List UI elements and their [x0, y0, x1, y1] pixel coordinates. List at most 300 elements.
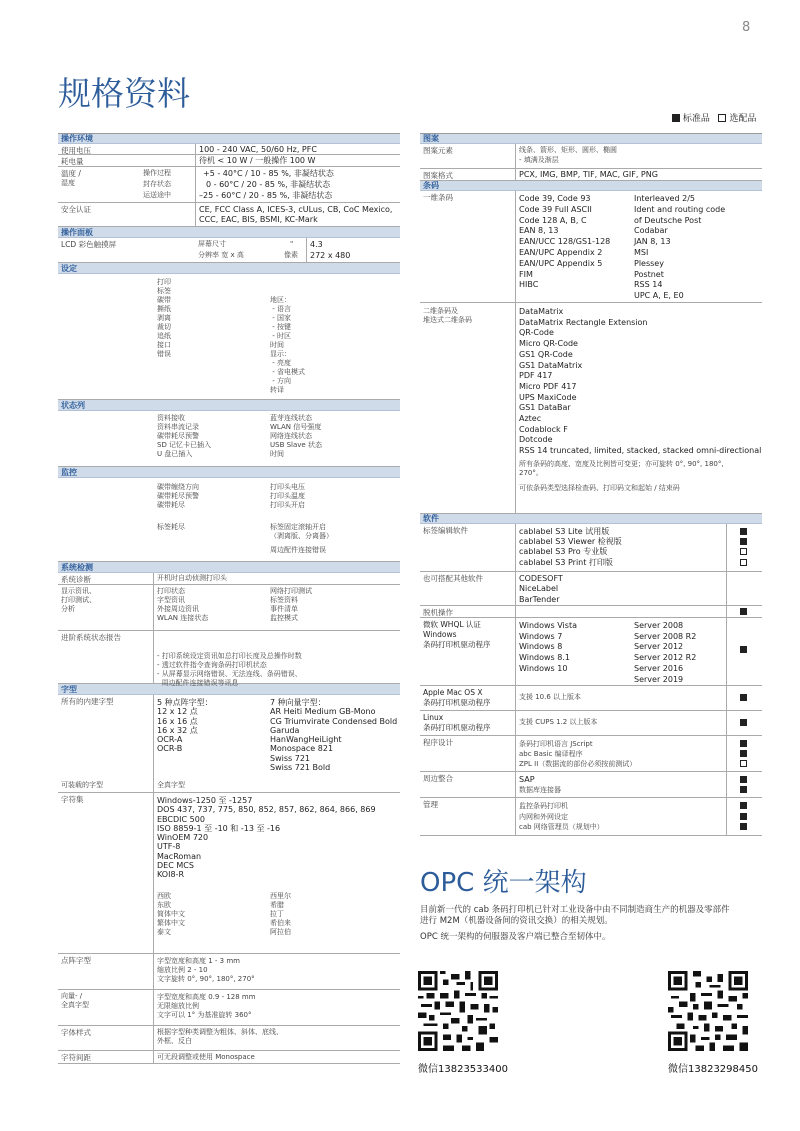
- item: 外框、反白: [157, 1037, 192, 1045]
- item: 周边配件连接错误: [270, 546, 326, 554]
- item: DataMatrix: [519, 307, 564, 316]
- item: Monospace 821: [270, 744, 334, 754]
- optional-mark-icon: [740, 760, 747, 767]
- vectorfont-list: [157, 993, 256, 1020]
- item: BarTender: [519, 594, 560, 604]
- item: 希伯来: [270, 919, 291, 927]
- row-other-software: [420, 572, 762, 606]
- label: 耗电量: [61, 157, 84, 166]
- item: AR Heiti Medium GB-Mono: [270, 707, 376, 717]
- item: cablabel S3 Print 打印版: [519, 557, 613, 567]
- label: 条码打印机驱动程序: [423, 723, 491, 732]
- row-bitmap-font: [58, 954, 400, 990]
- item: Swiss 721: [270, 753, 310, 763]
- label: 周边整合: [423, 774, 453, 783]
- info-col1: [157, 587, 208, 623]
- barcode-notes: [519, 460, 724, 493]
- label: 字符集: [61, 795, 84, 804]
- item: CODESOFT: [519, 574, 563, 583]
- item: OCR-B: [157, 744, 183, 754]
- item: HanWangHeiLight: [270, 735, 342, 745]
- value: 全真字型: [157, 781, 185, 789]
- item: GS1 QR-Code: [519, 349, 573, 359]
- section-monitor: 监控: [58, 467, 400, 478]
- item: SAP: [519, 775, 535, 784]
- item: of Deutsche Post: [634, 215, 702, 225]
- item: cablabel S3 Viewer 检视版: [519, 537, 622, 547]
- mgmt-list: [519, 801, 604, 833]
- legend: [672, 111, 756, 124]
- item: Dotcode: [519, 435, 553, 445]
- label: 脱机操作: [423, 608, 453, 617]
- win-col1: [519, 621, 577, 675]
- item: 打印头开启: [270, 501, 305, 509]
- item: 时间: [270, 341, 284, 349]
- label: 操作过程: [143, 169, 171, 177]
- item: 资料串流记录: [157, 423, 199, 431]
- item: 追纸: [157, 332, 171, 340]
- row-spacing: [58, 1051, 400, 1064]
- item: Windows Vista: [519, 621, 577, 630]
- item: - 亮度: [270, 359, 291, 367]
- left-spec-table: [58, 133, 400, 1064]
- item: 希腊: [270, 901, 284, 909]
- label: 安全认证: [61, 205, 91, 214]
- charset-list: [157, 796, 376, 880]
- label: 条码打印机驱动程序: [423, 698, 491, 707]
- row-windows-drivers: [420, 618, 762, 686]
- item: 碳带: [157, 296, 171, 304]
- item: Aztec: [519, 414, 542, 424]
- item: GS1 DataMatrix: [519, 360, 583, 370]
- item: 西欧: [157, 892, 171, 900]
- item: Swiss 721 Bold: [270, 763, 331, 773]
- item: 资料接收: [157, 414, 185, 422]
- value: - 填满及渐层: [519, 156, 559, 164]
- label: 显示资讯、: [61, 587, 96, 595]
- optional-mark-icon: [740, 548, 747, 555]
- label: 字符间距: [61, 1053, 91, 1062]
- item: 周边配件连接错误等讯息: [157, 679, 239, 687]
- item: 16 x 32 点: [157, 725, 198, 735]
- label: 使用电压: [61, 146, 91, 155]
- standard-mark-icon: [740, 786, 747, 793]
- value: 4.3: [310, 240, 323, 249]
- item: 碳带耗尽预警: [157, 432, 199, 440]
- page-title: 规格资料: [58, 74, 190, 113]
- row-temperature: [58, 167, 400, 203]
- item: Server 2019: [634, 674, 684, 684]
- item: 根据字型种类调整为粗体、斜体、底线、: [157, 1028, 283, 1036]
- value: PCX, IMG, BMP, TIF, MAC, GIF, PNG: [519, 170, 658, 179]
- section-fonts: 字型: [58, 684, 400, 695]
- item: Micro QR-Code: [519, 339, 578, 349]
- row-linux-driver: [420, 711, 762, 736]
- item: 数据库连接器: [519, 785, 561, 794]
- whql-label: [423, 620, 491, 650]
- item: RSS 14: [634, 280, 663, 290]
- item: - 打印系统设定资讯如总打印长度及总操作时数: [157, 652, 302, 660]
- item: 碳带耗尽: [157, 501, 185, 509]
- item: EAN/UCC 128/GS1-128: [519, 237, 611, 247]
- item: U 盘已插入: [157, 450, 193, 458]
- label: 运送途中: [143, 191, 171, 199]
- vectorfont-label: [61, 992, 89, 1010]
- item: Plessey: [634, 258, 664, 268]
- win-col2: [634, 621, 696, 685]
- item: Postnet: [634, 269, 664, 279]
- row-advanced-report: [58, 631, 400, 687]
- integ-list: [519, 775, 561, 795]
- lang-col1: [157, 892, 185, 937]
- label: 分析: [61, 605, 75, 613]
- lang-col2: [270, 892, 291, 937]
- standard-square-icon: [672, 114, 680, 122]
- label: 封存状态: [143, 180, 171, 188]
- item: 时间: [270, 450, 284, 458]
- item: Code 39 Full ASCII: [519, 204, 592, 214]
- note: 270°。: [519, 469, 543, 477]
- monitor-col2b: [270, 523, 333, 555]
- item: - 省电模式: [270, 368, 305, 376]
- item: cab 网络管理员（规划中）: [519, 823, 604, 831]
- item: SD 记忆卡已插入: [157, 441, 212, 449]
- item: Windows 8.1: [519, 653, 570, 663]
- item: Codabar: [634, 226, 668, 236]
- status-col1: [157, 414, 211, 459]
- item: EAN/UPC Appendix 5: [519, 258, 603, 268]
- item: cablabel S3 Lite 试用版: [519, 527, 610, 536]
- item: 条码打印机语言 JScript: [519, 740, 593, 748]
- label: Apple Mac OS X: [423, 688, 483, 697]
- item: 打印: [157, 278, 171, 286]
- row-power: [58, 155, 400, 167]
- label: 分辨率 宽 x 高: [198, 251, 244, 259]
- standard-mark-icon: [740, 776, 747, 783]
- row-lcd: [58, 238, 400, 263]
- value: 可无段调整或使用 Monospace: [157, 1053, 255, 1061]
- item: 蓝芽连线状态: [270, 414, 312, 422]
- item: Server 2012 R2: [634, 653, 697, 663]
- unit: 像素: [284, 251, 298, 259]
- label: 点阵字型: [61, 956, 91, 965]
- item: JAN 8, 13: [634, 237, 671, 247]
- item: 转译: [270, 386, 284, 394]
- label: 系统诊断: [61, 575, 91, 584]
- item: - 从屏幕显示网络错误、无法连线、条码错误、: [157, 670, 302, 678]
- standard-mark-icon: [740, 813, 747, 820]
- standard-mark-icon: [740, 719, 747, 726]
- legend-standard: 标准品: [682, 114, 710, 124]
- item: 字型宽度和高度 1 - 3 mm: [157, 957, 240, 965]
- item: 事件清单: [270, 605, 298, 613]
- row-charset: [58, 793, 400, 954]
- item: WLAN 信号强度: [270, 423, 322, 431]
- item: 监控模式: [270, 614, 298, 622]
- twod-list: [519, 307, 761, 457]
- item: DataMatrix Rectangle Extension: [519, 317, 648, 327]
- item: 网络打印测试: [270, 587, 312, 595]
- item: GS1 DataBar: [519, 403, 571, 413]
- integ-marks: [740, 776, 747, 796]
- item: 拉丁: [270, 910, 284, 918]
- item: Code 128 A, B, C: [519, 215, 587, 225]
- value: 100 - 240 VAC, 50/60 Hz, PFC: [199, 145, 317, 154]
- standard-mark-icon: [740, 528, 747, 535]
- item: - 语言: [270, 305, 291, 313]
- label: 图案格式: [423, 171, 453, 180]
- item: cablabel S3 Pro 专业版: [519, 547, 608, 557]
- item: EAN 8, 13: [519, 226, 559, 236]
- paragraph: 进行 M2M（机器设备间的资讯交换）的相关规划。: [420, 916, 613, 926]
- value: 支援 CUPS 1.2 以上版本: [519, 718, 598, 726]
- item: 打印头温度: [270, 492, 305, 500]
- value: 开机时自动侦测打印头: [157, 574, 227, 582]
- mac-label: [423, 688, 491, 708]
- qr-code-wechat-2: [668, 968, 748, 1054]
- item: Server 2008 R2: [634, 631, 697, 641]
- label: 标签编辑软件: [423, 526, 468, 535]
- item: 碳带缠绕方向: [157, 483, 199, 491]
- twod-label: [423, 307, 472, 325]
- label: 管理: [423, 800, 438, 809]
- section-status: 状态列: [58, 400, 400, 411]
- standard-mark-icon: [740, 646, 747, 653]
- linear-col2: [634, 194, 725, 302]
- item: 外接周边资讯: [157, 605, 199, 613]
- row-mac-driver: [420, 686, 762, 711]
- status-col2: [270, 414, 322, 459]
- item: NiceLabel: [519, 584, 559, 594]
- prog-list: [519, 739, 636, 769]
- right-spec-table: [420, 133, 762, 836]
- standard-mark-icon: [740, 823, 747, 830]
- row-offline: [420, 606, 762, 618]
- note: 所有条码的高度、宽度及比例皆可变更；亦可旋转 0°, 90°, 180°,: [519, 460, 724, 468]
- item: MSI: [634, 247, 649, 257]
- value: 线条、箭形、矩形、圆形、椭圆: [519, 146, 617, 154]
- item: USB Slave 状态: [270, 441, 322, 449]
- item: 字型宽度和高度 0.9 - 128 mm: [157, 993, 256, 1001]
- label: 全真字型: [61, 1001, 89, 1009]
- item: 字型资讯: [157, 596, 185, 604]
- label: Windows: [423, 630, 457, 639]
- item: 碳带耗尽预警: [157, 492, 199, 500]
- opc-title: OPC 统一架构: [420, 868, 587, 898]
- vector-list: [270, 698, 397, 772]
- item: PDF 417: [519, 371, 553, 381]
- section-env: 操作环境: [58, 134, 400, 144]
- item: 打印头电压: [270, 483, 305, 491]
- row-vector-font: [58, 990, 400, 1026]
- item: UPC A, E, E0: [634, 291, 684, 301]
- bitmapfont-list: [157, 957, 255, 984]
- label: Linux: [423, 713, 444, 722]
- label: 进阶系统状态报告: [61, 633, 121, 642]
- row-graphic-elements: [420, 144, 762, 169]
- item: 标签耗尽: [157, 523, 185, 531]
- value: +5 - 40°C / 10 - 85 %, 非凝结状态: [203, 169, 334, 178]
- item: 东欧: [157, 901, 171, 909]
- item: Server 2008: [634, 621, 684, 630]
- row-management: [420, 798, 762, 836]
- label: 图案元素: [423, 146, 453, 155]
- compat-list: [519, 574, 563, 605]
- value: 0 - 60°C / 20 - 85 %, 非凝结状态: [206, 180, 331, 189]
- item: 标签: [157, 287, 171, 295]
- item: DOS 437, 737, 775, 850, 852, 857, 862, 864, 866, 869: [157, 805, 376, 815]
- bitmap-list: [157, 698, 213, 754]
- linux-label: [423, 713, 491, 733]
- label: 所有的内建字型: [61, 697, 114, 706]
- section-sysdiag: 系统检测: [58, 562, 400, 573]
- label: 也可搭配其他软件: [423, 574, 483, 583]
- row-voltage: [58, 144, 400, 155]
- item: 阿拉伯: [270, 928, 291, 936]
- item: - 时区: [270, 332, 291, 340]
- qr-caption-1: 微信13823533400: [418, 1064, 508, 1075]
- design-list: [519, 527, 622, 568]
- qr-code-wechat-1: [418, 968, 498, 1054]
- item: 繁体中文: [157, 919, 185, 927]
- mgmt-marks: [740, 802, 747, 834]
- design-marks: [740, 528, 747, 569]
- item: Windows-1250 至 -1257: [157, 796, 253, 805]
- label: 微软 WHQL 认证: [423, 620, 481, 629]
- row-programming: [420, 736, 762, 772]
- monitor-col2: [270, 483, 305, 510]
- label: 一维条码: [423, 193, 453, 202]
- item: Windows 10: [519, 663, 568, 673]
- item: - 方向: [270, 377, 291, 385]
- item: Micro PDF 417: [519, 381, 577, 391]
- item: - 国家: [270, 314, 291, 322]
- legend-optional: 选配品: [729, 114, 757, 124]
- label: 湿度: [61, 179, 75, 187]
- item: 剥离: [157, 314, 171, 322]
- item: Ident and routing code: [634, 204, 726, 214]
- item: FIM: [519, 269, 533, 279]
- item: Windows 7: [519, 631, 563, 641]
- style-list: [157, 1028, 283, 1046]
- item: OCR-A: [157, 735, 183, 745]
- item: 西里尔: [270, 892, 291, 900]
- label: 打印测试、: [61, 596, 96, 604]
- item: Windows 8: [519, 642, 563, 652]
- label: 向量- /: [61, 992, 83, 1000]
- item: 撕纸: [157, 305, 171, 313]
- item: 无限缩放比例: [157, 1002, 199, 1010]
- info-col2: [270, 587, 312, 623]
- label: 程序设计: [423, 738, 453, 747]
- value: CE, FCC Class A, ICES-3, cULus, CB, CoC Mexico,: [199, 205, 393, 214]
- label: LCD 彩色触摸屏: [61, 240, 117, 249]
- value: 待机 < 10 W / 一般操作 100 W: [199, 156, 316, 165]
- qr-caption-2: 微信13823298450: [668, 1064, 758, 1075]
- item: 简体中文: [157, 910, 185, 918]
- item: CG Triumvirate Condensed Bold: [270, 716, 398, 726]
- row-font-style: [58, 1026, 400, 1051]
- note: 可依条码类型选择检查码、打印码文和起始 / 结束码: [519, 484, 680, 492]
- item: WLAN 连接状态: [157, 614, 209, 622]
- item: MacRoman: [157, 851, 202, 861]
- unit: ": [290, 240, 294, 248]
- item: 标签资料: [270, 596, 298, 604]
- row-status: [58, 411, 400, 467]
- value: CCC, EAC, BIS, BSMI, KC-Mark: [199, 215, 318, 224]
- row-graphic-format: [420, 169, 762, 181]
- item: UPS MaxiCode: [519, 392, 577, 402]
- row-monitor: [58, 478, 400, 562]
- item: Server 2016: [634, 663, 684, 673]
- item: WinOEM 720: [157, 833, 209, 843]
- standard-mark-icon: [740, 740, 747, 747]
- item: 7 种向量字型：: [270, 698, 326, 707]
- item: 显示：: [270, 350, 291, 358]
- item: 泰文: [157, 928, 171, 936]
- item: （剥离版、分离器）: [270, 532, 333, 540]
- settings-col2: [270, 278, 305, 413]
- item: DEC MCS: [157, 861, 194, 871]
- item: Codablock F: [519, 424, 568, 434]
- row-certifications: [58, 203, 400, 227]
- item: ZPL II（数据流的部份必须按前测试）: [519, 760, 637, 768]
- label: 温度 /: [61, 169, 81, 178]
- item: 接口: [157, 341, 171, 349]
- item: - 透过软件指令查询条码打印机状态: [157, 661, 267, 669]
- item: KOI8-R: [157, 870, 184, 880]
- item: Garuda: [270, 725, 300, 735]
- section-software: 软件: [420, 514, 762, 524]
- item: 监控条码打印机: [519, 802, 568, 810]
- optional-square-icon: [718, 114, 726, 122]
- standard-mark-icon: [740, 750, 747, 757]
- linear-col1: [519, 194, 610, 291]
- item: 裁切: [157, 323, 171, 331]
- item: 12 x 12 点: [157, 707, 198, 717]
- info-label: [61, 587, 96, 614]
- item: abc Basic 编译程序: [519, 750, 583, 758]
- value: 支援 10.6 以上版本: [519, 693, 582, 701]
- paragraph: OPC 统一架构的伺服器及客户端已整合至韧体中。: [420, 932, 611, 942]
- standard-mark-icon: [740, 608, 747, 615]
- row-linear-barcodes: [420, 191, 762, 303]
- item: 5 种点阵字型：: [157, 698, 213, 707]
- item: EBCDIC 500: [157, 814, 205, 824]
- item: RSS 14 truncated, limited, stacked, stacked omni-directional: [519, 446, 762, 456]
- opc-description: [420, 905, 785, 943]
- standard-mark-icon: [740, 802, 747, 809]
- value: 272 x 480: [310, 251, 351, 260]
- item: Interleaved 2/5: [634, 194, 695, 203]
- item: Code 39, Code 93: [519, 194, 591, 203]
- item: UTF-8: [157, 842, 181, 852]
- label: 条码打印机驱动程序: [423, 640, 491, 649]
- item: 网络连线状态: [270, 432, 312, 440]
- row-integration: [420, 772, 762, 798]
- row-builtin-fonts: [58, 695, 400, 793]
- standard-mark-icon: [740, 694, 747, 701]
- row-label-design: [420, 524, 762, 572]
- section-settings: 设定: [58, 263, 400, 274]
- page-number: 8: [742, 20, 751, 35]
- section-barcodes: 条码: [420, 181, 762, 191]
- section-panel: 操作面板: [58, 227, 400, 238]
- value: –25 - 60°C / 20 - 85 %, 非凝结状态: [199, 191, 333, 200]
- prog-marks: [740, 740, 747, 770]
- row-diag: [58, 573, 400, 585]
- settings-col1: [157, 278, 171, 359]
